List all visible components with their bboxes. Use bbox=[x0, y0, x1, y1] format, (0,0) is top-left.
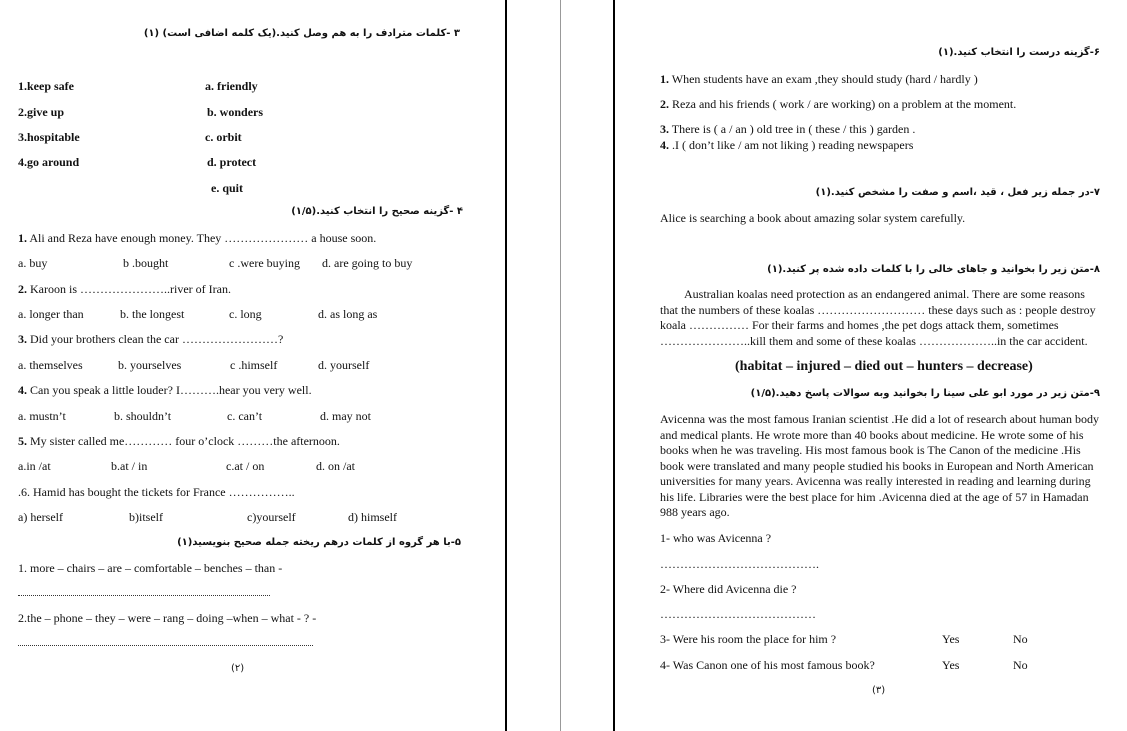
question-text: Hamid has bought the tickets for France …………….. bbox=[30, 485, 295, 499]
q3-term: 1.keep safe bbox=[18, 79, 74, 93]
q6-question bbox=[660, 97, 1016, 111]
q6-question bbox=[660, 138, 913, 152]
q4-option[interactable]: c)yourself bbox=[247, 510, 296, 524]
q4-option[interactable]: b)itself bbox=[129, 510, 163, 524]
q4-option[interactable]: c .were buying bbox=[229, 256, 300, 270]
q3-definition: c. orbit bbox=[205, 130, 242, 144]
q4-option[interactable]: b .bought bbox=[123, 256, 169, 270]
q4-option[interactable]: c.at / on bbox=[226, 459, 265, 473]
question-text: Karoon is …………………..river of Iran. bbox=[27, 282, 231, 296]
q4-option[interactable]: a. buy bbox=[18, 256, 48, 270]
q4-option[interactable]: d. are going to buy bbox=[322, 256, 413, 270]
q4-option[interactable]: b. shouldn’t bbox=[114, 409, 172, 423]
q6-question bbox=[660, 122, 915, 136]
q4-option[interactable]: d. yourself bbox=[318, 358, 370, 372]
q3-title: ۳ -کلمات مترادف را به هم وصل کنید.(یک کلمه اضافی است) (۱) bbox=[143, 28, 460, 39]
question-number: 1. bbox=[18, 231, 27, 245]
q9-title: ۹-متن زیر در مورد ابو علی سینا را بخوانید وبه سوالات پاسخ دهید.(۱/۵) bbox=[750, 388, 1100, 399]
q4-option[interactable]: c. long bbox=[229, 307, 262, 321]
q6-question bbox=[660, 72, 978, 86]
q4-title: ۴ -گزینه صحیح را انتخاب کنید.(۱/۵) bbox=[291, 206, 463, 217]
q4-option[interactable]: d. as long as bbox=[318, 307, 378, 321]
question-number: 4. bbox=[660, 138, 669, 152]
question-number: 3. bbox=[18, 332, 27, 346]
q9-question: 3- Were his room the place for him ? bbox=[660, 632, 837, 646]
q7-title: ۷-در جمله زیر فعل ، قید ،اسم و صفت را مشخص کنید.(۱) bbox=[815, 187, 1100, 198]
q3-definition: a. friendly bbox=[205, 79, 258, 93]
q9-answer-line[interactable]: ………………………………… bbox=[660, 607, 816, 621]
question-text: Ali and Reza have enough money. They ………………… a house soon. bbox=[27, 231, 377, 245]
q5-scrambled-sentence: 1. more – chairs – are – comfortable – benches – than - bbox=[18, 561, 283, 575]
question-number: 2. bbox=[660, 97, 669, 111]
q4-option[interactable]: a. themselves bbox=[18, 358, 83, 372]
q7-sentence: Alice is searching a book about amazing solar system carefully. bbox=[660, 211, 966, 225]
q4-question bbox=[18, 231, 376, 245]
q8-title: ۸-متن زیر را بخوانید و جاهای خالی را با کلمات داده شده پر کنید.(۱) bbox=[767, 264, 1100, 275]
q9-question: 2- Where did Avicenna die ? bbox=[660, 582, 797, 596]
q3-term: 4.go around bbox=[18, 155, 80, 169]
question-number: 2. bbox=[18, 282, 27, 296]
page-divider bbox=[613, 0, 615, 731]
question-text: Can you speak a little louder? I……….hear you very well. bbox=[27, 383, 312, 397]
q4-option[interactable]: c .himself bbox=[230, 358, 278, 372]
no-option[interactable]: No bbox=[1013, 658, 1028, 672]
question-number: 1. bbox=[660, 72, 669, 86]
question-number: 5. bbox=[18, 434, 27, 448]
question-number: 3. bbox=[660, 122, 669, 136]
q5-answer-line[interactable] bbox=[18, 595, 270, 596]
q5-answer-line[interactable] bbox=[18, 645, 313, 646]
question-text: My sister called me………… four o’clock ………the afternoon. bbox=[27, 434, 340, 448]
q8-passage: Australian koalas need protection as an endangered animal. There are some reasons that the numbers of these koalas ……………………… these days such as : people destroy koala …………… For their farms and homes ,the pet dogs attack them, sometimes …………………..kill them and some of these koalas ………………..in the car accident. bbox=[660, 287, 1096, 348]
q4-option[interactable]: d. on /at bbox=[316, 459, 355, 473]
q4-option[interactable]: a. longer than bbox=[18, 307, 84, 321]
question-text: When students have an exam ,they should study (hard / hardly ) bbox=[669, 72, 978, 86]
page-edge-line bbox=[560, 0, 561, 731]
page-number: (۳) bbox=[872, 685, 886, 696]
q4-option[interactable]: c. can’t bbox=[227, 409, 263, 423]
q3-definition: b. wonders bbox=[207, 105, 264, 119]
q4-question bbox=[18, 383, 312, 397]
q5-title: ۵-با هر گروه از کلمات درهم ریخته جمله صحیح بنویسید(۱) bbox=[177, 537, 461, 548]
question-text: There is ( a / an ) old tree in ( these / this ) garden . bbox=[669, 122, 916, 136]
q4-option[interactable]: d) himself bbox=[348, 510, 397, 524]
q4-option[interactable]: b.at / in bbox=[111, 459, 148, 473]
q3-term: 3.hospitable bbox=[18, 130, 80, 144]
question-number: .6. bbox=[18, 485, 30, 499]
q5-scrambled-sentence: 2.the – phone – they – were – rang – doing –when – what - ? - bbox=[18, 611, 317, 625]
page-number: (۲) bbox=[231, 663, 245, 674]
yes-option[interactable]: Yes bbox=[942, 632, 960, 646]
yes-option[interactable]: Yes bbox=[942, 658, 960, 672]
q9-passage: Avicenna was the most famous Iranian scientist .He did a lot of research about human body and medical plants. He wrote more than 40 books about medicine. He wrote some of his books when he was traveling. His most famous book is The Canon of the medicine .His book were translated and many people studied his books in European and North American universities for many years. Avicenna was really interested in reading and learning during his life. Libraries were the best place for him .Avicenna died at the age of 57 in Hamadan 988 years ago. bbox=[660, 412, 1099, 519]
no-option[interactable]: No bbox=[1013, 632, 1028, 646]
question-number: 4. bbox=[18, 383, 27, 397]
q4-option[interactable]: a.in /at bbox=[18, 459, 51, 473]
q8-word-bank: (habitat – injured – died out – hunters – decrease) bbox=[735, 359, 1033, 374]
q4-option[interactable]: b. yourselves bbox=[118, 358, 182, 372]
q4-question bbox=[18, 282, 231, 296]
q9-question: 4- Was Canon one of his most famous book? bbox=[660, 658, 875, 672]
q4-option[interactable]: a) herself bbox=[18, 510, 63, 524]
question-text: .I ( don’t like / am not liking ) reading newspapers bbox=[669, 138, 914, 152]
q9-question: 1- who was Avicenna ? bbox=[660, 531, 772, 545]
q4-option[interactable]: d. may not bbox=[320, 409, 371, 423]
q4-question bbox=[18, 485, 295, 499]
q3-definition: e. quit bbox=[211, 181, 244, 195]
q9-answer-line[interactable]: …………………………………. bbox=[660, 557, 819, 571]
q6-title: ۶-گزینه درست را انتخاب کنید.(۱) bbox=[938, 47, 1100, 58]
question-text: Reza and his friends ( work / are working) on a problem at the moment. bbox=[669, 97, 1017, 111]
q4-question bbox=[18, 434, 340, 448]
q4-option[interactable]: a. mustn’t bbox=[18, 409, 66, 423]
q4-question bbox=[18, 332, 283, 346]
q4-option[interactable]: b. the longest bbox=[120, 307, 185, 321]
q3-definition: d. protect bbox=[207, 155, 257, 169]
question-text: Did your brothers clean the car ……………………? bbox=[27, 332, 284, 346]
page-divider bbox=[505, 0, 507, 731]
q3-term: 2.give up bbox=[18, 105, 65, 119]
